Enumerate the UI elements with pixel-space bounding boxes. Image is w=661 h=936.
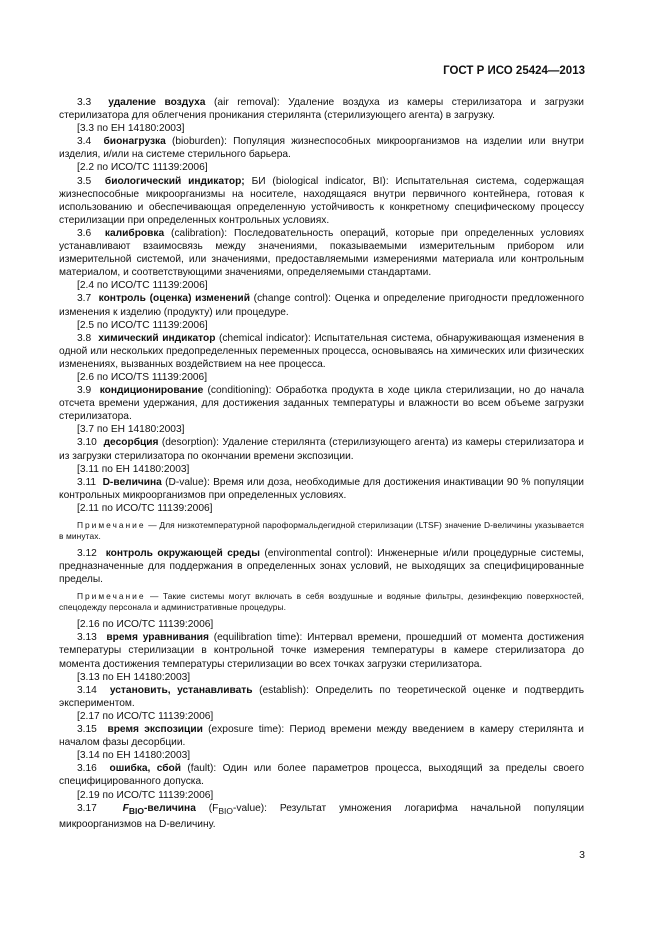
source-ref: [3.3 по ЕН 14180:2003] bbox=[77, 123, 185, 135]
source-ref: [2.5 по ИСО/ТС 11139:2006] bbox=[77, 319, 208, 331]
source-ref: [3.7 по ЕН 14180:2003] bbox=[77, 424, 185, 436]
source-ref: [3.14 по ЕН 14180:2003] bbox=[77, 750, 191, 762]
entry-3-11: 3.11 D-величина (D-value): Время или доза, необходимые для достижения инактивации 90 % популяции контрольных микроорганизмов при определенных условиях. bbox=[59, 476, 584, 501]
entry-3-8: 3.8 химический индикатор (chemical indicator): Испытательная система, обнаруживающая изменения в одной или нескольких предопределенных переменных процесса, основываясь на химических или физических изменениях, вызванных воздействием на нее процесса. bbox=[59, 332, 584, 370]
entry-3-10: 3.10 десорбция (desorption): Удаление стерилянта (стерилизующего агента) из камеры стерилизатора и из загрузки стерилизатора по окончании времени экспозиции. bbox=[59, 437, 584, 462]
source-ref: [2.19 по ИСО/ТС 11139:2006] bbox=[77, 789, 214, 801]
document-header: ГОСТ Р ИСО 25424—2013 bbox=[443, 65, 585, 77]
entry-3-16: 3.16 ошибка, сбой (fault): Один или более параметров процесса, выходящий за пределы своего специфицированного допуска. bbox=[59, 763, 584, 788]
entry-3-15: 3.15 время экспозиции (exposure time): Период времени между введением в камеру стерилянта и началом фазы десорбции. bbox=[59, 724, 584, 749]
entry-3-6: 3.6 калибровка (calibration): Последовательность операций, которые при определенных условиях устанавливают взаимосвязь между значениями, показываемыми измерительным прибором или измерительной системой, или значениями, предоставляемыми измерениями материала или контрольным материалом, и соответствующими значениями, определяемыми стандартами. bbox=[59, 227, 584, 279]
source-ref: [2.11 по ИСО/ТС 11139:2006] bbox=[77, 502, 213, 514]
entry-3-12: 3.12 контроль окружающей среды (environmental control): Инженерные и/или процедурные системы, предназначенные для поддержания в определенных зонах условий, не выходящих за специфицированные пределы. bbox=[59, 548, 584, 586]
source-ref: [3.13 по ЕН 14180:2003] bbox=[77, 671, 191, 683]
entry-3-4: 3.4 бионагрузка (bioburden): Популяция жизнеспособных микроорганизмов на изделии или внутри изделия, и/или на системе стерильного барьера. bbox=[59, 136, 584, 161]
entry-3-14: 3.14 установить, устанавливать (establish): Определить по теоретической оценке и подтвердить экспериментом. bbox=[59, 684, 585, 709]
entry-3-7: 3.7 контроль (оценка) изменений (change control): Оценка и определение пригодности предложенного изменения к изделию (продукту) или процедуре. bbox=[59, 293, 584, 318]
entry-3-17: 3.17 $F_{BIO}$-величина $(F_{BIO}-value)$: Результат умножения логарифма начальной популяции микроорганизмов на D-величину. bbox=[59, 802, 585, 830]
entry-3-5: 3.5 биологический индикатор; БИ (biological indicator, BI): Испытательная система, содержащая жизнеспособные микроорганизмы на носителе, находящаяся внутри первичного контейнера, готовая к использованию и обеспечивающая определенную устойчивость к конкретному специфическому процессу стерилизации при определенных контрольных условиях. bbox=[59, 175, 584, 226]
document-body bbox=[59, 96, 584, 831]
source-ref: [2.4 по ИСО/ТС 11139:2006] bbox=[77, 280, 208, 292]
entry-3-3: 3.3 удаление воздуха (air removal): Удаление воздуха из камеры стерилизатора и загрузки стерилизатора для облегчения проникания стерилянта (стерилизующего агента) в загрузку. bbox=[59, 97, 584, 122]
note: Примечание — Такие системы могут включать в себя воздушные и водяные фильтры, дезинфекцию поверхностей, спецодежду персонала и административные процедуры. bbox=[59, 591, 584, 613]
entry-3-9: 3.9 кондиционирование (conditioning): Обработка продукта в ходе цикла стерилизации, но до начала отсчета времени удержания, для достижения заданных температуры и влажности во всем объеме загрузки стерилизатора. bbox=[59, 385, 584, 423]
source-ref: [2.6 по ИСО/TS 11139:2006] bbox=[77, 371, 208, 383]
source-ref: [3.11 по ЕН 14180:2003] bbox=[77, 463, 190, 475]
entry-3-13: 3.13 время уравнивания (equilibration time): Интервал времени, прошедший от момента достижения температуры стерилизации в контрольной точке измерения температуры в камере стерилизатора до момента достижения температуры стерилизации во всех точках загрузки стерилизатора. bbox=[59, 632, 584, 670]
source-ref: [2.2 по ИСО/ТС 11139:2006] bbox=[77, 162, 208, 174]
page-number: 3 bbox=[579, 849, 585, 861]
source-ref: [2.17 по ИСО/ТС 11139:2006] bbox=[77, 710, 214, 722]
note: Примечание — Для низкотемпературной пароформальдегидной стерилизации (LTSF) значение D-величины указывается в минутах. bbox=[59, 520, 584, 541]
source-ref: [2.16 по ИСО/ТС 11139:2006] bbox=[77, 619, 214, 631]
